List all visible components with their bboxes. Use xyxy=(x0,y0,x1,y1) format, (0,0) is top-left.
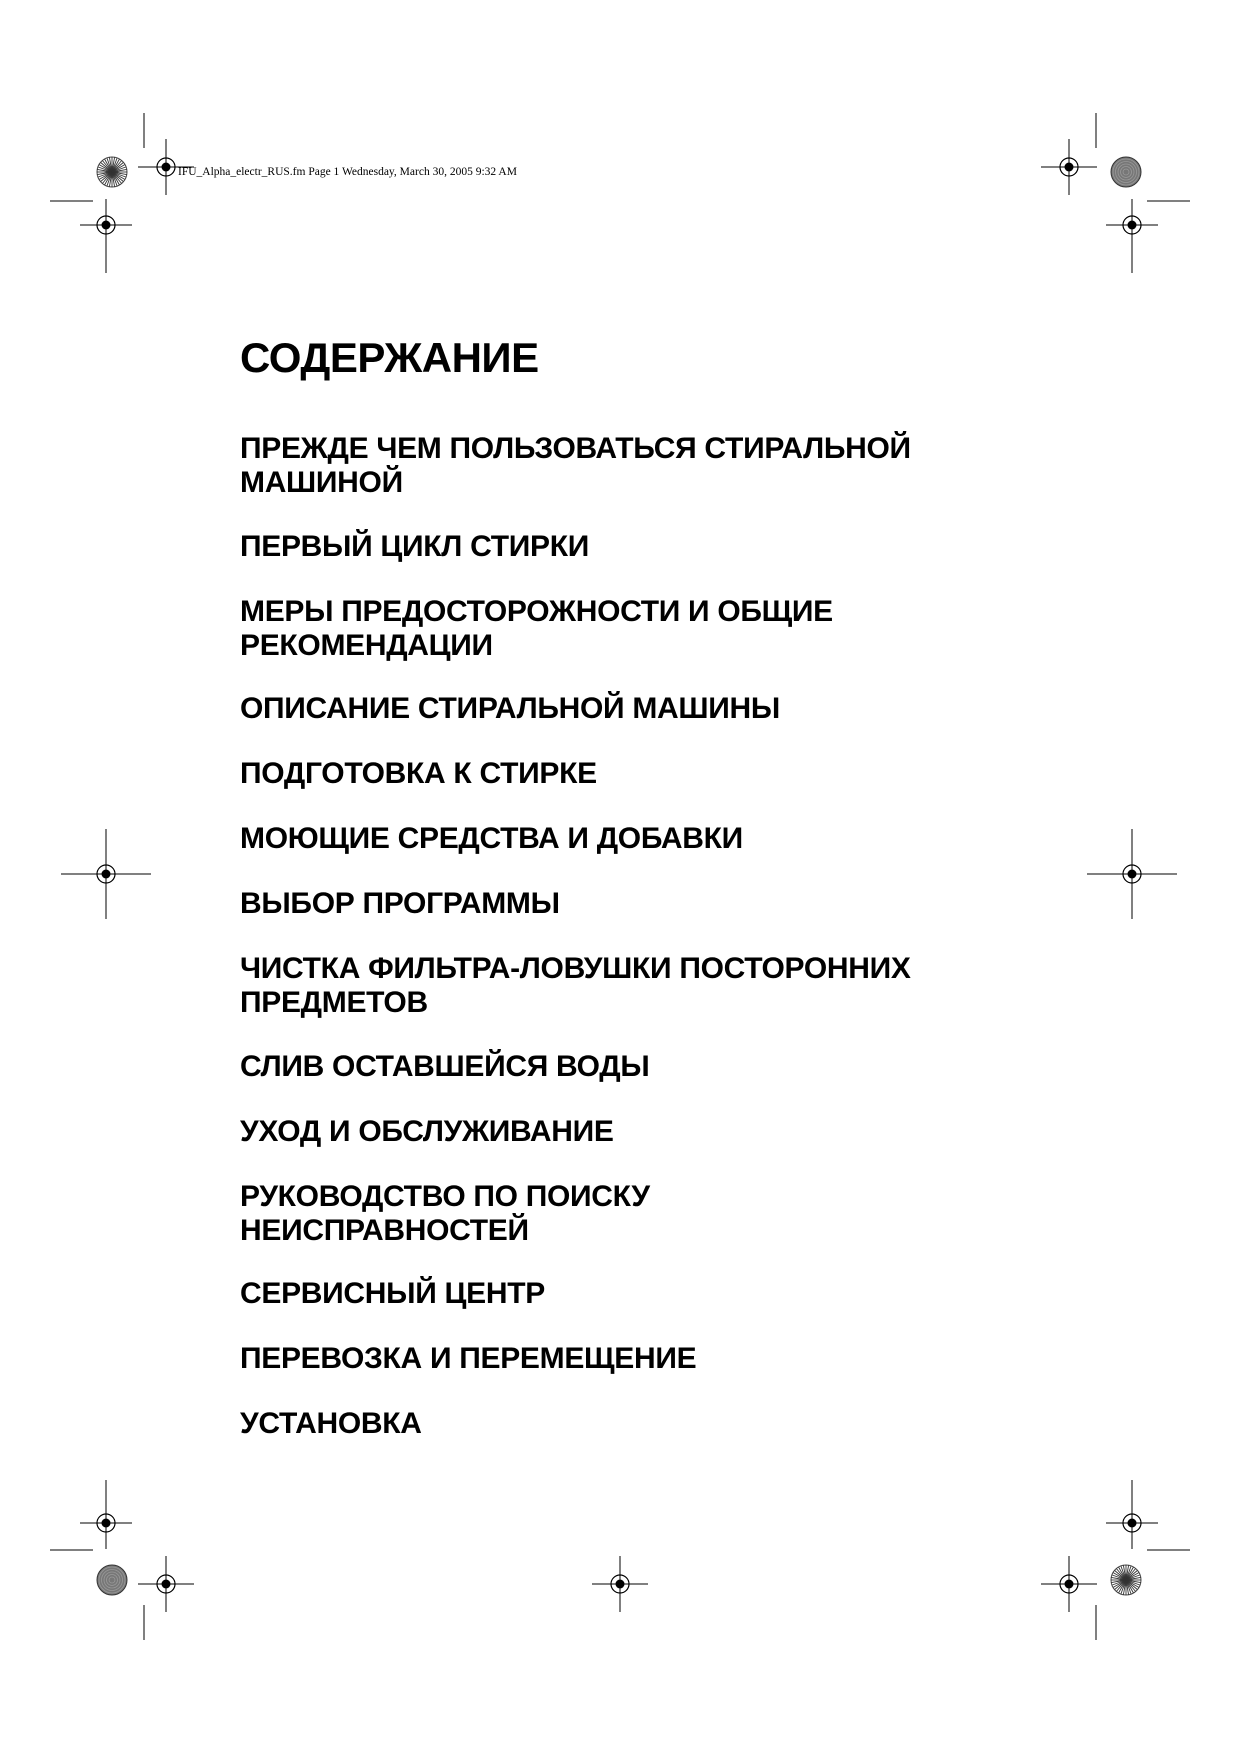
toc-item-line: УСТАНОВКА xyxy=(240,1407,422,1440)
toc-item-line: ПРЕДМЕТОВ xyxy=(240,986,428,1019)
toc-item-line: СЛИВ ОСТАВШЕЙСЯ ВОДЫ xyxy=(240,1050,650,1083)
toc-item xyxy=(240,530,1060,564)
toc-item xyxy=(240,1180,1060,1248)
toc-item-line: ПОДГОТОВКА К СТИРКЕ xyxy=(240,757,597,790)
registration-mark-icon xyxy=(1106,199,1158,251)
file-info-header: IFU_Alpha_electr_RUS.fm Page 1 Wednesday, March 30, 2005 9:32 AM xyxy=(178,166,517,178)
toc-item-line: ВЫБОР ПРОГРАММЫ xyxy=(240,887,560,920)
toc-item-line: ПЕРВЫЙ ЦИКЛ СТИРКИ xyxy=(240,530,589,563)
toc-item-line: ПЕРЕВОЗКА И ПЕРЕМЕЩЕНИЕ xyxy=(240,1342,697,1375)
starburst-icon xyxy=(97,157,127,187)
gray-target-icon xyxy=(97,1565,127,1595)
toc-item xyxy=(240,1050,1060,1084)
registration-mark-icon xyxy=(61,829,151,919)
toc-item-line: ПРЕЖДЕ ЧЕМ ПОЛЬЗОВАТЬСЯ СТИРАЛЬНОЙ xyxy=(240,432,911,465)
registration-mark-icon xyxy=(80,199,132,251)
starburst-icon xyxy=(1111,1565,1141,1595)
toc-item xyxy=(240,1277,1060,1311)
toc-item-line: МОЮЩИЕ СРЕДСТВА И ДОБАВКИ xyxy=(240,822,743,855)
registration-mark-icon xyxy=(592,1556,648,1612)
toc-item-line: МЕРЫ ПРЕДОСТОРОЖНОСТИ И ОБЩИЕ xyxy=(240,595,833,628)
toc-item-line: ЧИСТКА ФИЛЬТРА-ЛОВУШКИ ПОСТОРОННИХ xyxy=(240,952,911,985)
gray-target-icon xyxy=(1111,157,1141,187)
registration-mark-icon xyxy=(1041,1556,1097,1612)
registration-mark-icon xyxy=(1087,829,1177,919)
toc-item-line: СЕРВИСНЫЙ ЦЕНТР xyxy=(240,1277,545,1310)
toc-item xyxy=(240,887,1060,921)
toc-item-line: НЕИСПРАВНОСТЕЙ xyxy=(240,1214,529,1247)
toc-item-line: УХОД И ОБСЛУЖИВАНИЕ xyxy=(240,1115,614,1148)
toc-item xyxy=(240,432,1060,500)
toc-item xyxy=(240,1407,1060,1441)
toc-item xyxy=(240,1115,1060,1149)
registration-mark-icon xyxy=(1106,1497,1158,1549)
toc-item xyxy=(240,692,1060,726)
toc-item xyxy=(240,952,1060,1020)
registration-mark-icon xyxy=(138,1556,194,1612)
toc-item xyxy=(240,595,1060,663)
toc-item-line: РЕКОМЕНДАЦИИ xyxy=(240,629,493,662)
toc-item-line: РУКОВОДСТВО ПО ПОИСКУ xyxy=(240,1180,650,1213)
registration-mark-icon xyxy=(80,1497,132,1549)
registration-mark-icon xyxy=(1041,139,1097,195)
toc-item xyxy=(240,1342,1060,1376)
toc-item xyxy=(240,822,1060,856)
toc-item xyxy=(240,757,1060,791)
toc-item-line: ОПИСАНИЕ СТИРАЛЬНОЙ МАШИНЫ xyxy=(240,692,780,725)
toc-item-line: МАШИНОЙ xyxy=(240,466,403,499)
page-title: СОДЕРЖАНИЕ xyxy=(240,334,539,381)
